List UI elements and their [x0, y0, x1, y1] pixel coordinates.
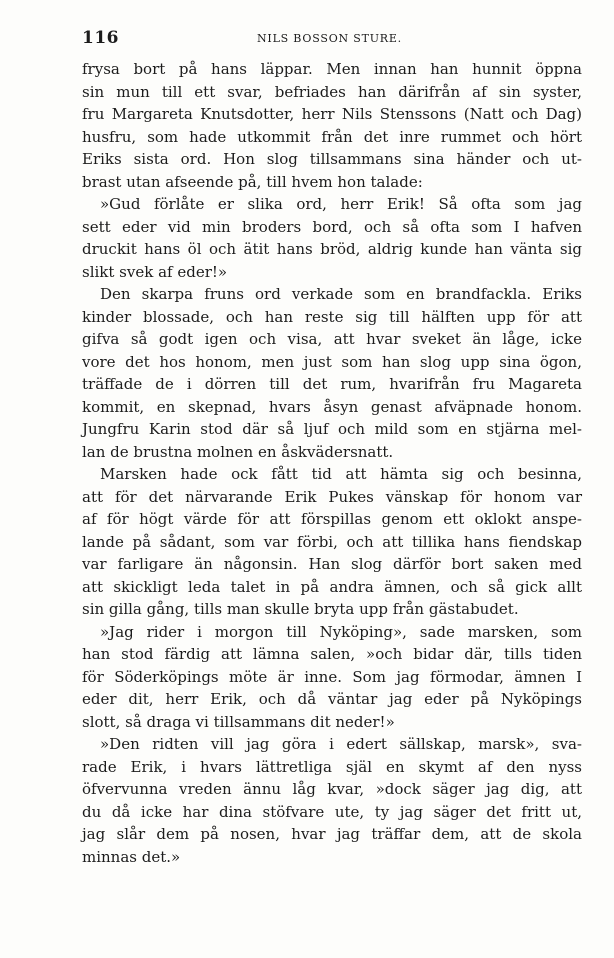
text-line: brast utan afseende på, till hvem hon talade: — [82, 172, 423, 191]
page-number: 116 — [82, 28, 119, 48]
text-line: slikt svek af eder!» — [82, 262, 228, 281]
text-line: rade Erik, i hvars lättretliga själ en skymt af den nyss — [82, 757, 582, 776]
text-line: »Jag rider i morgon till Nyköping», sade marsken, som — [100, 622, 582, 641]
text-line: att för det närvarande Erik Pukes vänskap för honom var — [82, 487, 582, 506]
text-line: jag slår dem på nosen, hvar jag träffar dem, att de skola — [82, 825, 582, 843]
text-line: druckit hans öl och ätit hans bröd, aldrig kunde han vänta sig — [82, 240, 582, 258]
text-line: »Den ridten vill jag göra i edert sällskap, marsk», sva- — [100, 735, 582, 753]
text-line: öfvervunna vreden ännu låg kvar, »dock säger jag dig, att — [82, 780, 582, 798]
text-line: eder dit, herr Erik, och då väntar jag eder på Nyköpings — [82, 690, 582, 708]
text-line: »Gud förlåte er slika ord, herr Erik! Så ofta som jag — [100, 195, 582, 213]
text-line: frysa bort på hans läppar. Men innan han hunnit öppna — [82, 60, 582, 78]
running-title: NILS BOSSON STURE. — [257, 32, 402, 45]
text-line: minnas det.» — [82, 847, 181, 866]
text-line: Marsken hade ock fått tid att hämta sig och besinna, — [100, 465, 582, 483]
text-line: träffade de i dörren till det rum, hvarifrån fru Magareta — [82, 375, 582, 393]
text-line: sin mun till ett svar, befriades han därifrån af sin syster, — [82, 82, 582, 101]
text-line: sett eder vid min broders bord, och så ofta som I hafven — [82, 217, 582, 236]
text-line: Den skarpa fruns ord verkade som en brandfackla. Eriks — [100, 285, 582, 303]
text-line: för Söderköpings möte är inne. Som jag förmodar, ämnen I — [82, 667, 582, 686]
text-line: var farligare än någonsin. Han slog därför bort saken med — [82, 555, 582, 573]
text-line: fru Margareta Knutsdotter, herr Nils Stenssons (Natt och Dag) — [82, 105, 582, 123]
text-line: kinder blossade, och han reste sig till hälften upp för att — [82, 307, 582, 326]
body-text — [82, 58, 582, 868]
text-line: Eriks sista ord. Hon slog tillsammans sina händer och ut- — [82, 150, 582, 168]
text-line: han stod färdig att lämna salen, »och bidar där, tills tiden — [82, 645, 582, 663]
text-line: att skickligt leda talet in på andra ämnen, och så gick allt — [82, 577, 582, 596]
text-line: du då icke har dina stöfvare ute, ty jag säger det fritt ut, — [82, 802, 582, 821]
text-line: slott, så draga vi tillsammans dit neder!» — [82, 712, 395, 731]
text-line: af för högt värde för att förspillas genom ett oklokt anspe- — [82, 510, 582, 528]
text-line: lan de brustna molnen en åskvädersnatt. — [82, 442, 394, 461]
page-header — [82, 28, 582, 50]
text-line: lande på sådant, som var förbi, och att tillika hans fiendskap — [82, 532, 582, 551]
text-line: husfru, som hade utkommit från det inre rummet och hört — [82, 127, 582, 146]
text-line: kommit, en skepnad, hvars åsyn genast afväpnade honom. — [82, 397, 582, 416]
text-line: sin gilla gång, tills man skulle bryta upp från gästabudet. — [82, 600, 519, 618]
text-line: Jungfru Karin stod där så ljuf och mild som en stjärna mel- — [82, 420, 582, 438]
text-line: vore det hos honom, men just som han slog upp sina ögon, — [82, 352, 582, 371]
text-line: gifva så godt igen och visa, att hvar sveket än låge, icke — [82, 330, 582, 348]
